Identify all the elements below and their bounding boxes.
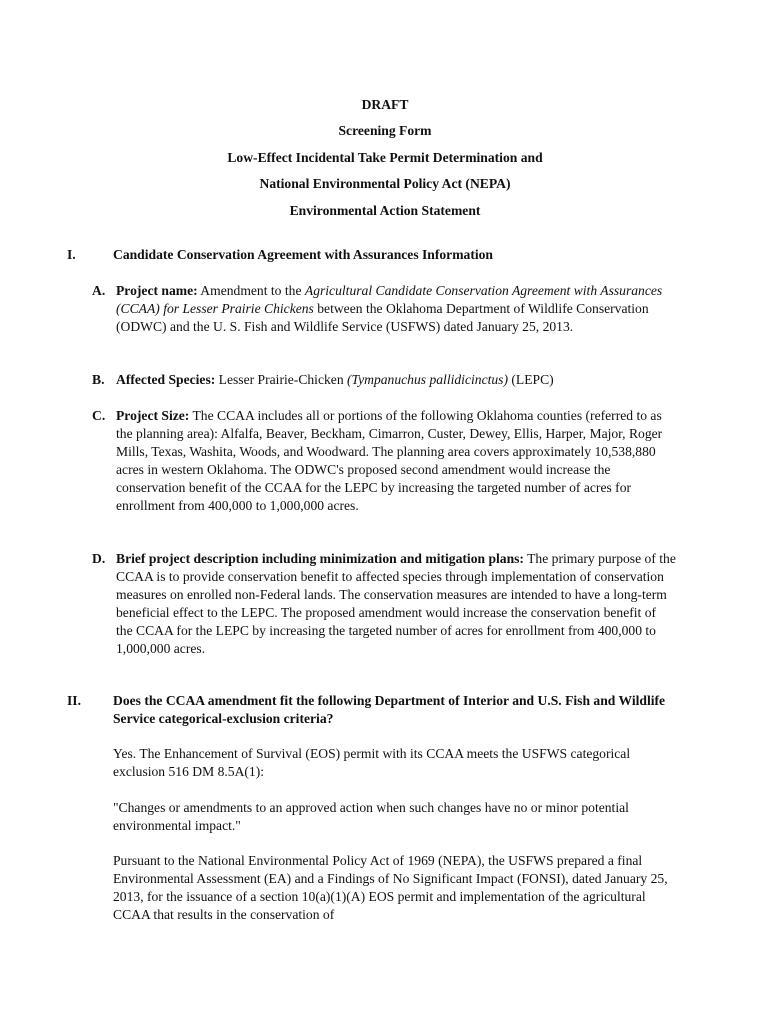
section-2-paragraph-3: Pursuant to the National Environmental Policy Act of 1969 (NEPA), the USFWS prepared a final Environmental Assessment (EA) and a Findings of No Significant Impact (FONSI), dated January 25, 2013, for the issuance of a section 10(a)(1)(A) EOS permit and implementation of the agricultural CCAA that results in the conservation of	[113, 853, 668, 922]
item-a-project-name	[92, 282, 676, 336]
section-1-heading: Candidate Conservation Agreement with Assurances Information	[113, 247, 493, 262]
title-block	[0, 92, 770, 224]
item-b-label: Affected Species:	[116, 372, 216, 387]
item-c-letter: C.	[92, 408, 106, 423]
section-1-numeral: I.	[67, 247, 76, 262]
item-c-project-size	[92, 407, 676, 515]
item-c-label: Project Size:	[116, 408, 190, 423]
item-a-italic: Agricultural Candidate Conservation Agreement with Assurances (CCAA) for Lesser Prairie Chickens	[116, 283, 663, 316]
item-b-affected-species	[92, 371, 676, 389]
section-2-numeral: II.	[67, 693, 81, 708]
form-title: Screening Form	[338, 123, 432, 139]
draft-label: DRAFT	[361, 97, 409, 112]
item-c-text: The CCAA includes all or portions of the following Oklahoma counties (referred to as the planning area): Alfalfa, Beaver, Beckham, Cimarron, Custer, Dewey, Ellis, Harper, Major, Roger Mills, Texas, Washita, Woods, and Woodward. The planning area covers approximately 10,538,880 acres in western Oklahoma. The ODWC's proposed second amendment would increase the conservation benefit of the CCAA for the LEPC by increasing the targeted number of acres for enrollment from 400,000 to 1,000,000 acres.	[116, 408, 663, 513]
item-b-italic: (Tympanuchus pallidicinctus)	[347, 372, 508, 387]
item-b-text-2: (LEPC)	[508, 372, 554, 387]
form-subtitle-3: Environmental Action Statement	[289, 202, 481, 218]
item-a-letter: A.	[92, 283, 106, 298]
item-b-text-1: Lesser Prairie-Chicken	[215, 372, 348, 387]
item-b-letter: B.	[92, 372, 105, 387]
form-subtitle-2: National Environmental Policy Act (NEPA)	[259, 176, 511, 192]
item-a-label: Project name:	[116, 283, 198, 298]
item-a-text-1: Amendment to the	[197, 283, 305, 298]
item-d-letter: D.	[92, 551, 106, 566]
section-2-paragraph-1: Yes. The Enhancement of Survival (EOS) permit with its CCAA meets the USFWS categorical exclusion 516 DM 8.5A(1):	[113, 746, 631, 779]
item-d-text: The primary purpose of the CCAA is to provide conservation benefit to affected species through implementation of conservation measures on enrolled non-Federal lands. The conservation measures are intended to have a long-term beneficial effect to the LEPC. The proposed amendment would increase the conservation benefit of the CCAA for the LEPC by increasing the targeted number of acres for enrollment from 400,000 to 1,000,000 acres.	[116, 551, 676, 656]
item-d-description	[92, 550, 676, 658]
item-d-label: Brief project description including minimization and mitigation plans:	[116, 551, 524, 566]
item-a-text-2: between the Oklahoma Department of Wildlife Conservation (ODWC) and the U. S. Fish and Wildlife Service (USFWS) dated January 25, 2013.	[116, 301, 649, 334]
section-2-heading: Does the CCAA amendment fit the following Department of Interior and U.S. Fish and Wildlife Service categorical-exclusion criteria?	[113, 693, 666, 726]
form-subtitle-1: Low-Effect Incidental Take Permit Determination and	[227, 149, 543, 165]
section-2-quote: "Changes or amendments to an approved action when such changes have no or minor potential environmental impact."	[113, 800, 629, 833]
